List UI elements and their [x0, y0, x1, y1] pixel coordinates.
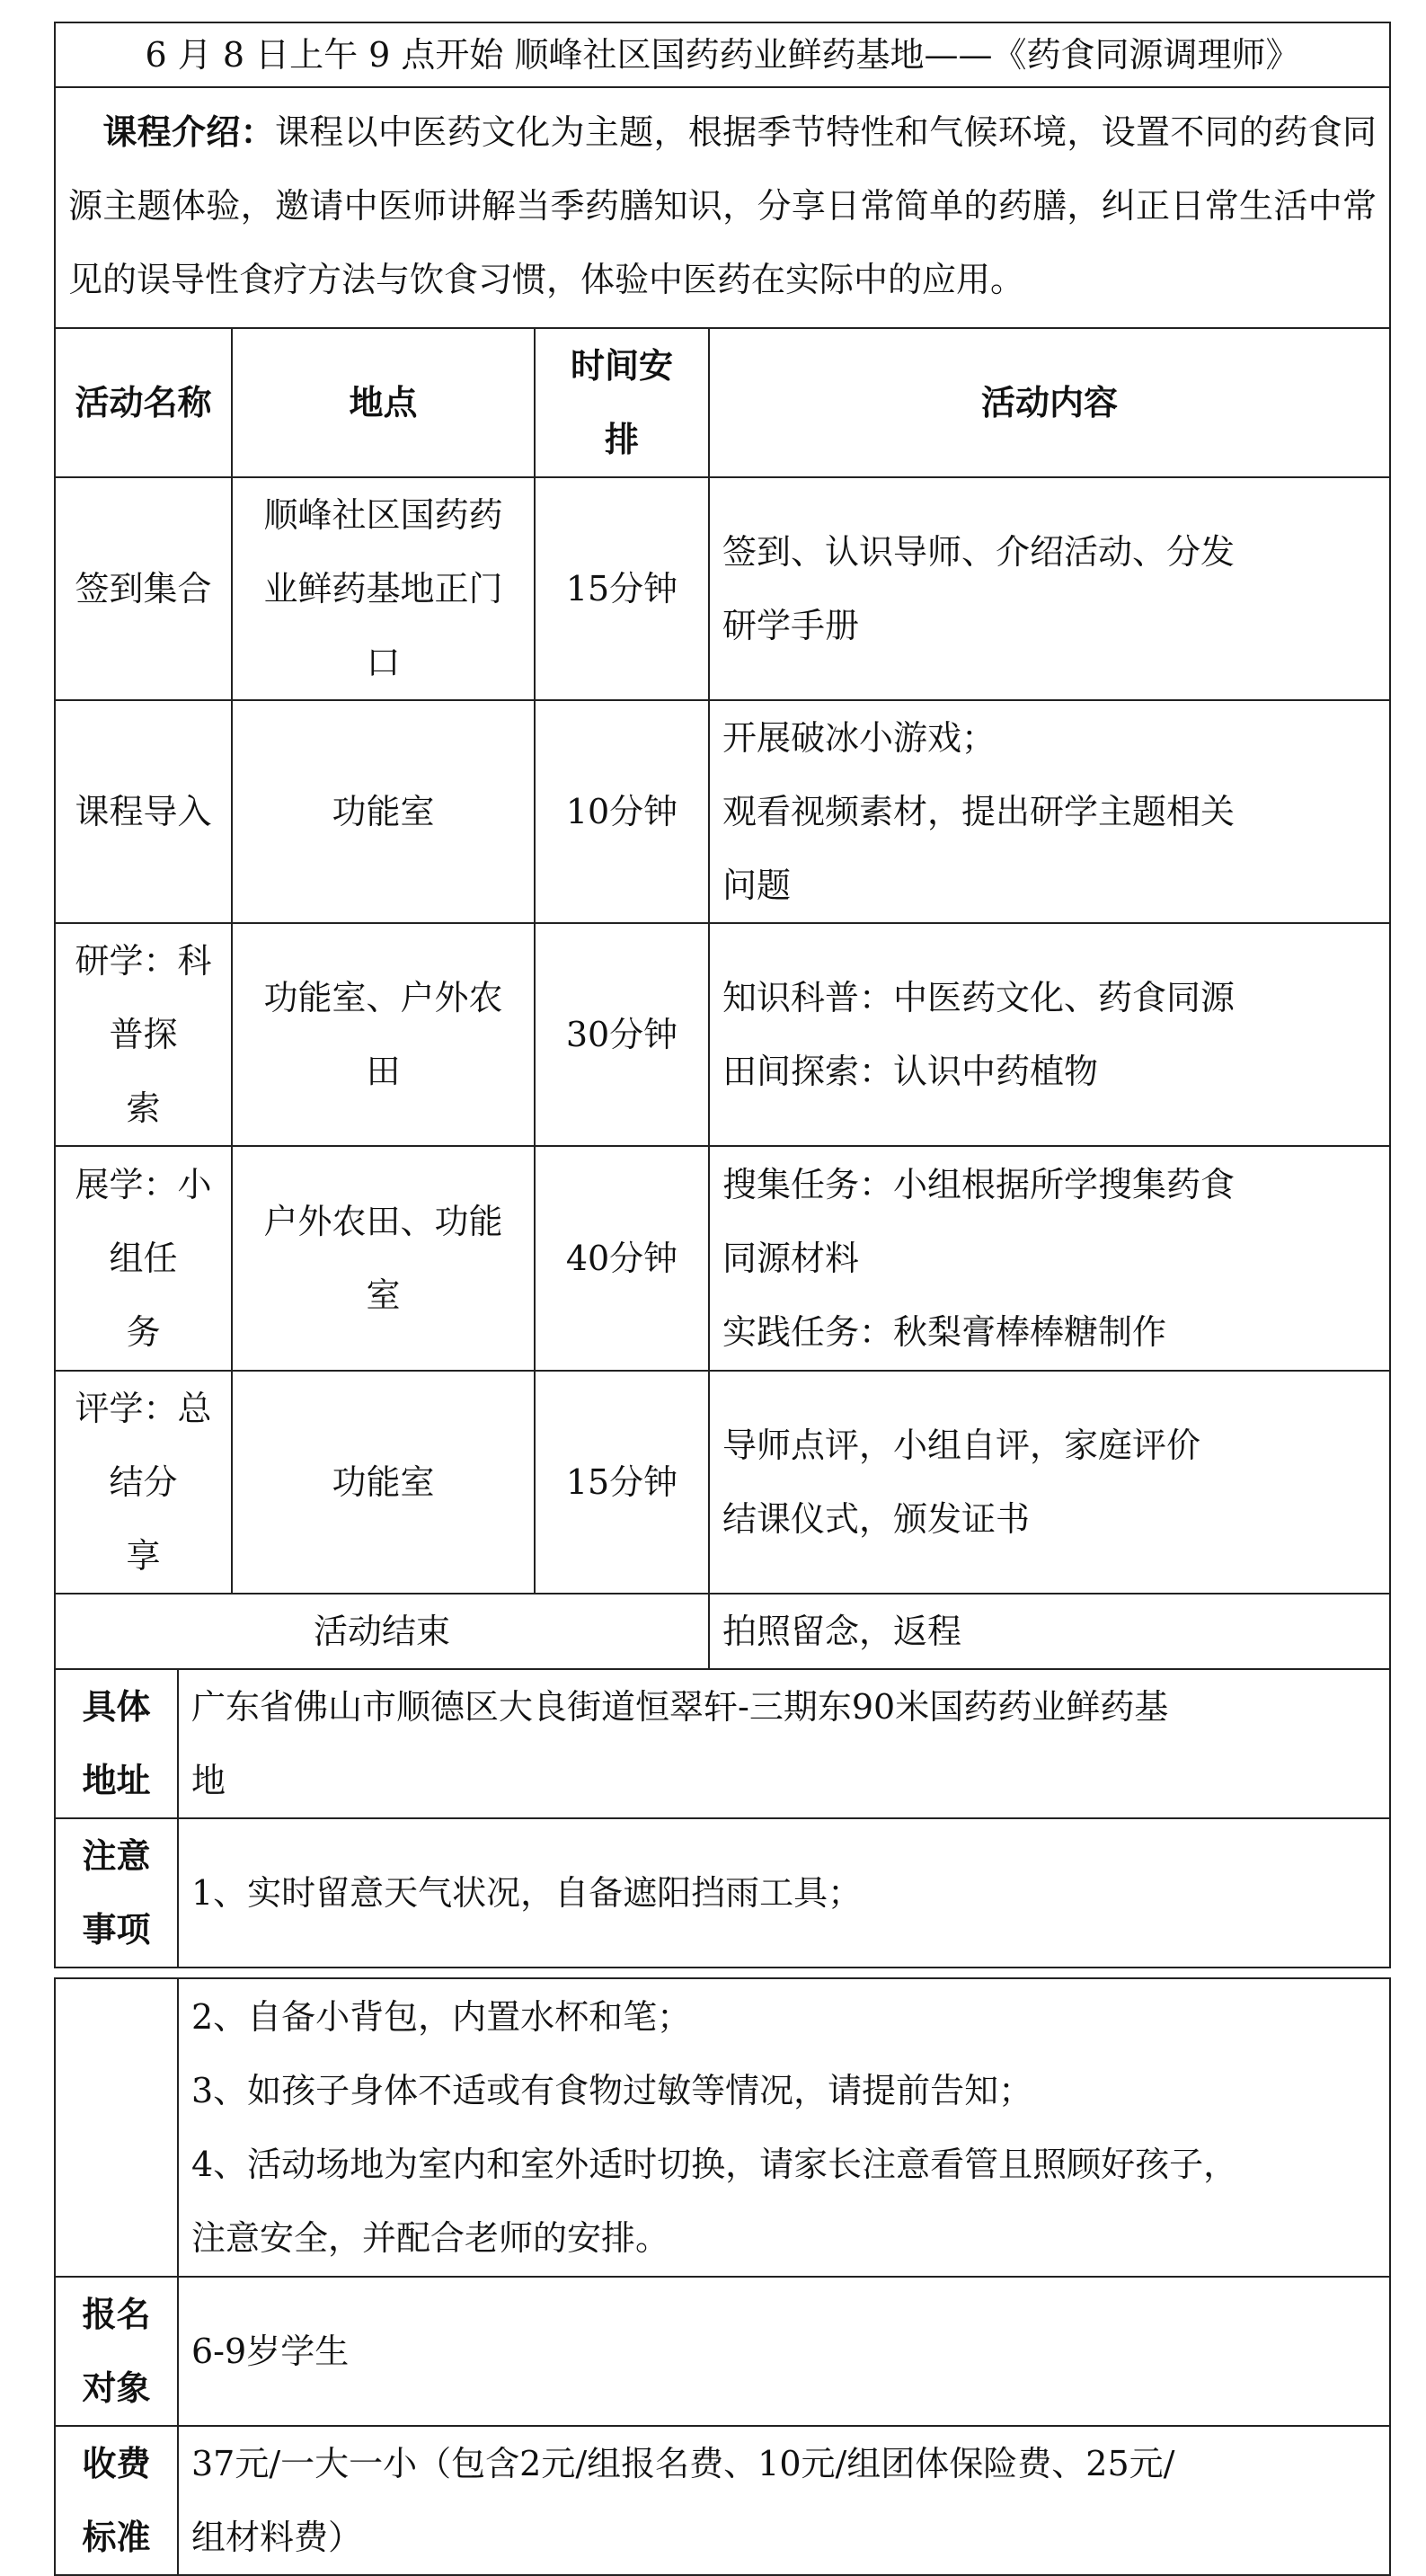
activity-content: 知识科普：中医药文化、药食同源 田间探索：认识中药植物 [709, 923, 1390, 1146]
activity-name: 签到集合 [55, 477, 232, 700]
header-time: 时间安 排 [535, 328, 709, 477]
activity-content: 签到、认识导师、介绍活动、分发 研学手册 [709, 477, 1390, 700]
header-name: 活动名称 [55, 328, 232, 477]
list-item: 4、活动场地为室内和室外适时切换，请家长注意看管且照顾好孩子， [191, 2145, 1238, 2184]
activity-end-content: 拍照留念，返程 [709, 1594, 1390, 1669]
header-content: 活动内容 [709, 328, 1390, 477]
course-intro [55, 87, 1390, 328]
info-table [54, 1977, 1391, 2576]
activity-content: 导师点评，小组自评，家庭评价 结课仪式，颁发证书 [709, 1371, 1390, 1594]
address-value: 广东省佛山市顺德区大良街道恒翠轩-三期东90米国药药业鲜药基 地 [178, 1669, 1390, 1818]
activity-place: 顺峰社区国药药 业鲜药基地正门 口 [232, 477, 535, 700]
notes-label: 注意事项 [55, 1818, 178, 1968]
activity-name: 评学：总结分 享 [55, 1371, 232, 1594]
activity-time: 10分钟 [535, 700, 709, 923]
table-row [55, 477, 1390, 700]
activity-place: 户外农田、功能 室 [232, 1146, 535, 1371]
activity-name: 研学：科普探 索 [55, 923, 232, 1146]
fee-label: 收费标准 [55, 2426, 178, 2575]
activity-time: 30分钟 [535, 923, 709, 1146]
address-label: 具体地址 [55, 1669, 178, 1818]
activity-place: 功能室 [232, 700, 535, 923]
activity-end-label: 活动结束 [55, 1594, 709, 1669]
activity-time: 15分钟 [535, 477, 709, 700]
list-item: 注意安全，并配合老师的安排。 [191, 2218, 670, 2258]
fee-row [55, 2426, 1390, 2575]
target-label: 报名对象 [55, 2277, 178, 2426]
intro-text: 课程以中医药文化为主题，根据季节特性和气候环境，设置不同的药食同源主题体验，邀请中医师讲解当季药膳知识，分享日常简单的药膳，纠正日常生活中常见的误导性食疗方法与饮食习惯，体验中医药在实际中的应用。 [68, 112, 1377, 299]
table-row [55, 1146, 1390, 1371]
notes-more-label-cell [55, 1978, 178, 2277]
table-row [55, 1371, 1390, 1594]
target-row [55, 2277, 1390, 2426]
header-place: 地点 [232, 328, 535, 477]
table-row-end [55, 1594, 1390, 1669]
notes-item-1: 1、实时留意天气状况，自备遮阳挡雨工具； [178, 1818, 1390, 1968]
notes-more-row [55, 1978, 1390, 2277]
activity-name: 课程导入 [55, 700, 232, 923]
activity-content: 开展破冰小游戏； 观看视频素材，提出研学主题相关 问题 [709, 700, 1390, 923]
list-item: 2、自备小背包，内置水杯和笔； [191, 1997, 692, 2037]
table-row [55, 700, 1390, 923]
activity-place: 功能室 [232, 1371, 535, 1594]
list-item: 3、如孩子身体不适或有食物过敏等情况，请提前告知； [191, 2071, 1033, 2110]
target-value: 6-9岁学生 [178, 2277, 1390, 2426]
course-table [54, 22, 1391, 1968]
activity-place: 功能室、户外农 田 [232, 923, 535, 1146]
activity-time: 15分钟 [535, 1371, 709, 1594]
address-row [55, 1669, 1390, 1818]
intro-lead: 课程介绍： [102, 111, 275, 152]
activity-time: 40分钟 [535, 1146, 709, 1371]
fee-value: 37元/一大一小（包含2元/组报名费、10元/组团体保险费、25元/ 组材料费） [178, 2426, 1390, 2575]
notes-row [55, 1818, 1390, 1968]
table-row [55, 923, 1390, 1146]
notes-more-list [178, 1978, 1390, 2277]
activity-content: 搜集任务：小组根据所学搜集药食 同源材料 实践任务：秋梨膏棒棒糖制作 [709, 1146, 1390, 1371]
document-sheet [54, 22, 1389, 2576]
activity-name: 展学：小组任 务 [55, 1146, 232, 1371]
page-title: 6 月 8 日上午 9 点开始 顺峰社区国药药业鲜药基地——《药食同源调理师》 [55, 22, 1390, 87]
